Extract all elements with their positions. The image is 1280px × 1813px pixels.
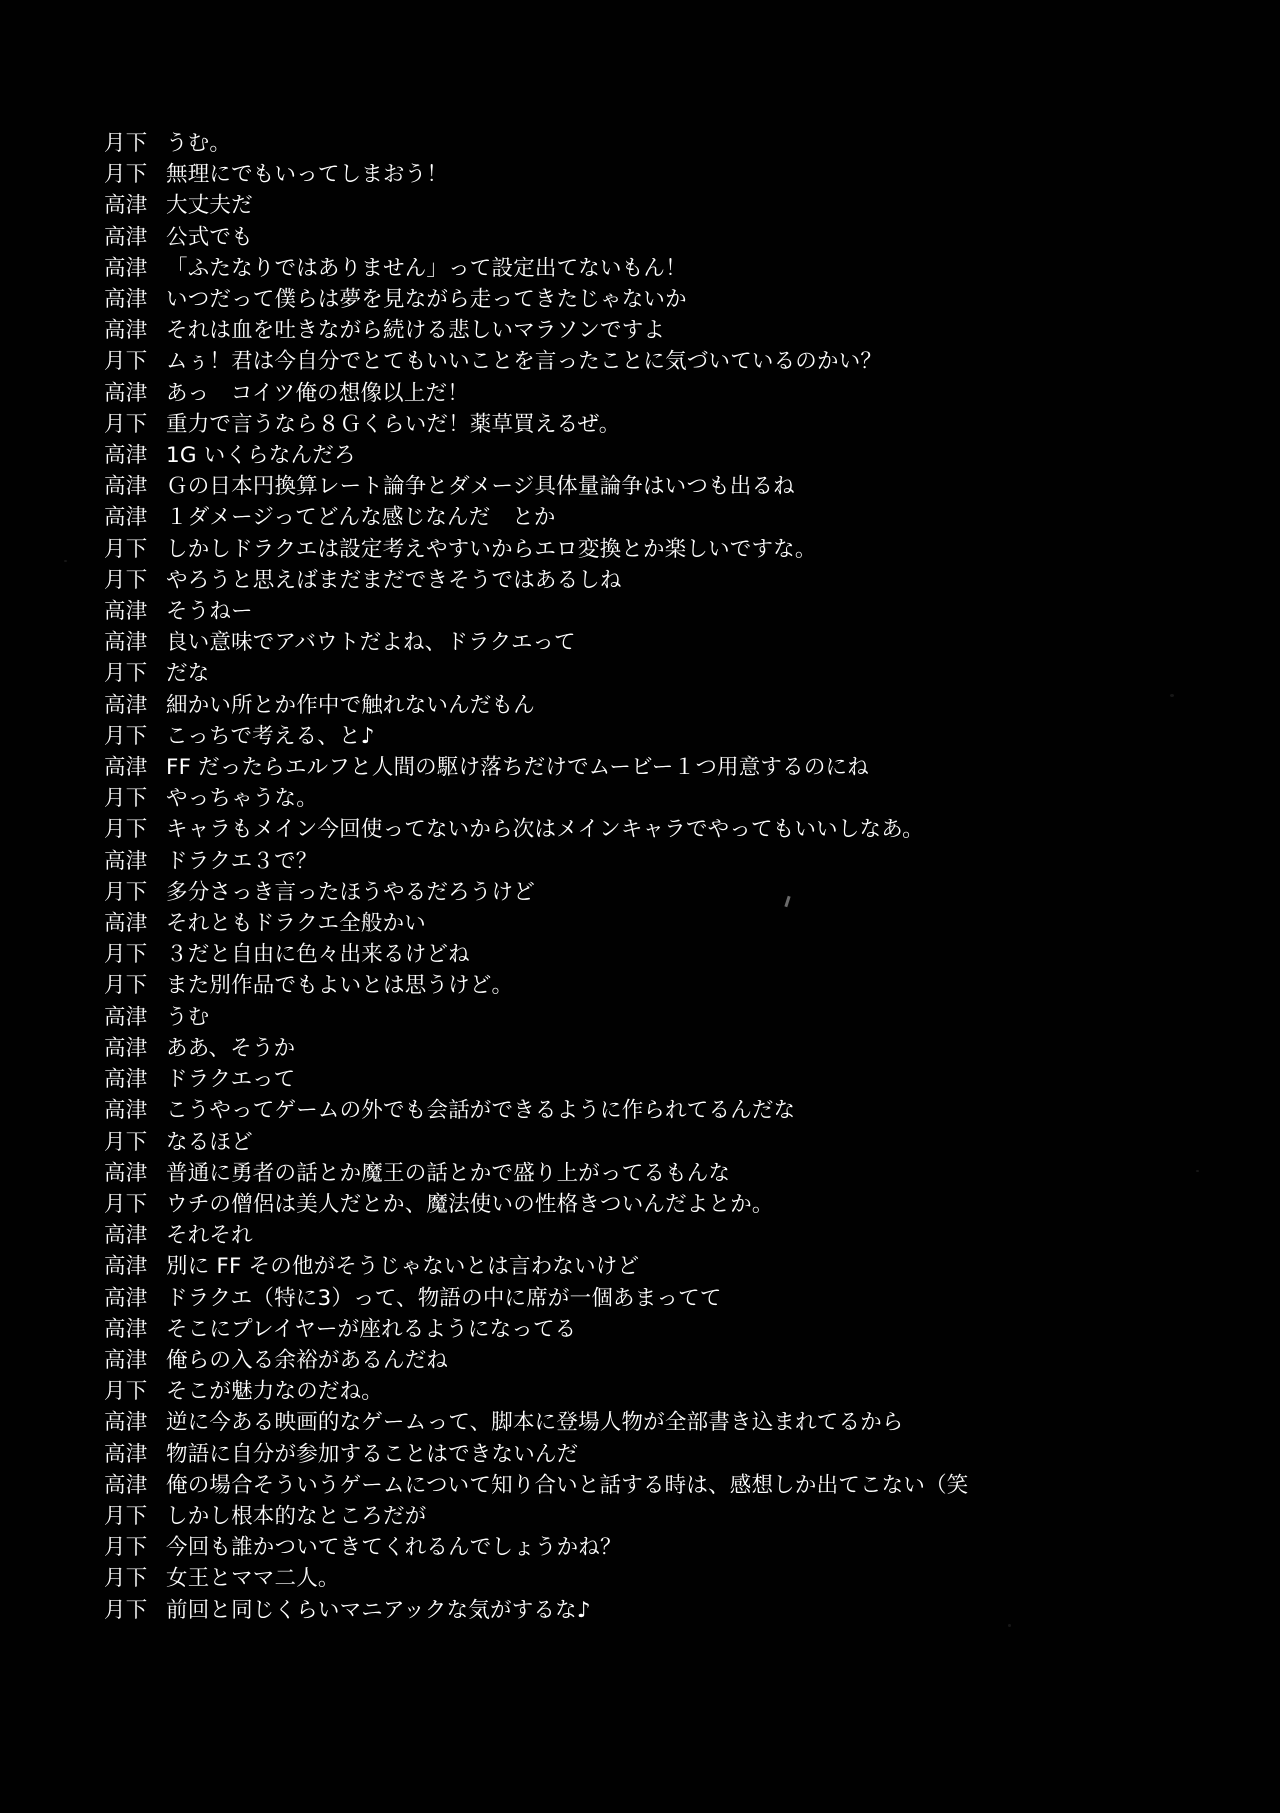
chat-speaker: 高津 [104, 599, 148, 625]
chat-line [104, 690, 1184, 721]
chat-message: ウチの僧侶は美人だとか、魔法使いの性格きついんだよとか。 [166, 1191, 774, 1217]
chat-line [104, 128, 1184, 159]
chat-line [104, 534, 1184, 565]
chat-line [104, 1376, 1184, 1407]
chat-line [104, 1563, 1184, 1594]
chat-speaker: 月下 [104, 1597, 148, 1623]
chat-message: やろうと思えばまだまだできそうではあるしね [166, 567, 622, 593]
chat-message: Ｇの日本円換算レート論争とダメージ具体量論争はいつも出るね [166, 474, 795, 500]
chat-message: 逆に今ある映画的なゲームって、脚本に登場人物が全部書き込まれてるから [166, 1410, 904, 1436]
chat-line [104, 222, 1184, 253]
chat-line [104, 1314, 1184, 1345]
chat-speaker: 月下 [104, 723, 148, 749]
chat-speaker: 高津 [104, 255, 148, 281]
chat-speaker: 高津 [104, 1472, 148, 1498]
chat-message: いつだって僕らは夢を見ながら走ってきたじゃないか [166, 287, 687, 313]
chat-line [104, 1095, 1184, 1126]
chat-message: そこにプレイヤーが座れるようになってる [166, 1316, 577, 1342]
chat-message: 普通に勇者の話とか魔王の話とかで盛り上がってるもんな [166, 1160, 731, 1186]
chat-speaker: 高津 [104, 1285, 148, 1311]
chat-line [104, 1033, 1184, 1064]
chat-message: うむ。 [166, 131, 232, 156]
chat-message: 前回と同じくらいマニアックな気がするな♪ [166, 1597, 591, 1623]
chat-speaker: 月下 [104, 942, 148, 968]
chat-message: なるほど [166, 1129, 253, 1155]
chat-speaker: 月下 [104, 162, 148, 188]
chat-line [104, 253, 1184, 284]
chat-speaker: 高津 [104, 1347, 148, 1373]
chat-speaker: 月下 [104, 411, 148, 437]
chat-line [104, 1251, 1184, 1282]
chat-speaker: 高津 [104, 443, 148, 469]
chat-line [104, 1189, 1184, 1220]
chat-speaker: 高津 [104, 1316, 148, 1342]
chat-message: 「ふたなりではありません」って設定出てないもん！ [166, 255, 687, 281]
chat-line [104, 783, 1184, 814]
chat-message: 細かい所とか作中で触れないんだもん [166, 692, 535, 718]
chat-speaker: 高津 [104, 1098, 148, 1124]
chat-message: キャラもメイン今回使ってないから次はメインキャラでやってもいいしなあ。 [166, 817, 924, 843]
chat-line [104, 1595, 1184, 1626]
chat-message: 物語に自分が参加することはできないんだ [166, 1441, 579, 1467]
chat-message: FF だったらエルフと人間の駆け落ちだけでムービー１つ用意するのにね [166, 755, 869, 781]
chat-line [104, 939, 1184, 970]
chat-speaker: 月下 [104, 131, 148, 156]
chat-message: 多分さっき言ったほうやるだろうけど [166, 879, 535, 905]
chat-line [104, 1501, 1184, 1532]
chat-message: それは血を吐きながら続ける悲しいマラソンですよ [166, 318, 666, 344]
chat-message: あっ コイツ俺の想像以上だ！ [166, 380, 469, 406]
chat-speaker: 高津 [104, 287, 148, 313]
chat-line [104, 596, 1184, 627]
chat-speaker: 月下 [104, 879, 148, 905]
chat-speaker: 高津 [104, 193, 148, 219]
chat-line [104, 471, 1184, 502]
chat-line [104, 409, 1184, 440]
scan-speck [1196, 1170, 1199, 1172]
chat-line [104, 1532, 1184, 1563]
chat-message: １ダメージってどんな感じなんだ とか [166, 505, 556, 531]
chat-speaker: 月下 [104, 1535, 148, 1561]
chat-line [104, 846, 1184, 877]
chat-speaker: 月下 [104, 661, 148, 687]
chat-speaker: 高津 [104, 848, 148, 874]
chat-speaker: 月下 [104, 349, 148, 375]
chat-line [104, 565, 1184, 596]
chat-line [104, 908, 1184, 939]
chat-message: 1G いくらなんだろ [166, 443, 356, 469]
chat-line [104, 378, 1184, 409]
chat-speaker: 高津 [104, 1223, 148, 1249]
chat-line [104, 1470, 1184, 1501]
chat-line [104, 1439, 1184, 1470]
chat-line [104, 1345, 1184, 1376]
chat-message: ドラクエ３で？ [166, 848, 318, 874]
chat-line [104, 1158, 1184, 1189]
chat-line [104, 1127, 1184, 1158]
chat-message: しかし根本的なところだが [166, 1503, 427, 1529]
chat-line [104, 315, 1184, 346]
chat-speaker: 高津 [104, 505, 148, 531]
scan-speck [64, 560, 67, 562]
chat-message: うむ [166, 1004, 210, 1030]
chat-line [104, 1002, 1184, 1033]
chat-message: 俺らの入る余裕があるんだね [166, 1347, 449, 1373]
chat-line [104, 1407, 1184, 1438]
chat-line [104, 284, 1184, 315]
chat-speaker: 高津 [104, 1441, 148, 1467]
chat-speaker: 高津 [104, 1067, 148, 1093]
chat-message: しかしドラクエは設定考えやすいからエロ変換とか楽しいですな。 [166, 536, 817, 562]
chat-line [104, 970, 1184, 1001]
chat-message: こっちで考える、と♪ [166, 723, 375, 749]
chat-message: ３だと自由に色々出来るけどね [166, 942, 470, 968]
chat-line [104, 814, 1184, 845]
chat-speaker: 月下 [104, 817, 148, 843]
chat-line [104, 159, 1184, 190]
chat-speaker: 高津 [104, 755, 148, 781]
chat-speaker: 高津 [104, 1004, 148, 1030]
chat-speaker: 高津 [104, 1035, 148, 1061]
chat-speaker: 高津 [104, 380, 148, 406]
chat-message: そこが魅力なのだね。 [166, 1379, 384, 1405]
chat-speaker: 月下 [104, 1129, 148, 1155]
chat-message: こうやってゲームの外でも会話ができるように作られてるんだな [166, 1098, 796, 1124]
chat-speaker: 高津 [104, 318, 148, 344]
chat-speaker: 高津 [104, 911, 148, 937]
chat-line [104, 658, 1184, 689]
chat-speaker: 月下 [104, 1379, 148, 1405]
chat-speaker: 高津 [104, 1410, 148, 1436]
chat-speaker: 高津 [104, 630, 148, 656]
chat-message: ドラクエ（特に3）って、物語の中に席が一個あまってて [166, 1285, 722, 1311]
chat-line [104, 877, 1184, 908]
chat-message: 俺の場合そういうゲームについて知り合いと話する時は、感想しか出てこない（笑 [166, 1472, 969, 1498]
chat-speaker: 高津 [104, 474, 148, 500]
chat-line [104, 190, 1184, 221]
chat-line [104, 1220, 1184, 1251]
chat-line [104, 440, 1184, 471]
chat-speaker: 高津 [104, 1254, 148, 1280]
chat-message: また別作品でもよいとは思うけど。 [166, 973, 514, 999]
chat-line [104, 721, 1184, 752]
chat-message: ドラクエって [166, 1067, 296, 1093]
chat-line [104, 346, 1184, 377]
chat-message: それともドラクエ全般かい [166, 911, 426, 937]
chat-speaker: 高津 [104, 1160, 148, 1186]
chat-line [104, 502, 1184, 533]
chat-speaker: 月下 [104, 1503, 148, 1529]
chat-message: ああ、そうか [166, 1035, 296, 1061]
chat-speaker: 月下 [104, 536, 148, 562]
chat-line [104, 627, 1184, 658]
chat-speaker: 月下 [104, 973, 148, 999]
chat-speaker: 高津 [104, 224, 148, 250]
chat-log [104, 128, 1184, 1626]
chat-speaker: 月下 [104, 1191, 148, 1217]
chat-message: 今回も誰かついてきてくれるんでしょうかね？ [166, 1535, 622, 1561]
chat-message: やっちゃうな。 [166, 786, 318, 812]
chat-line [104, 1283, 1184, 1314]
chat-speaker: 高津 [104, 692, 148, 718]
chat-message: そうねー [166, 599, 253, 625]
chat-message: 無理にでもいってしまおう！ [166, 162, 449, 188]
chat-speaker: 月下 [104, 1566, 148, 1592]
chat-message: 重力で言うなら８Ｇくらいだ！薬草買えるぜ。 [166, 411, 621, 437]
chat-line [104, 1064, 1184, 1095]
chat-message: だな [166, 661, 210, 687]
chat-message: ムぅ！君は今自分でとてもいいことを言ったことに気づいているのかい？ [166, 349, 883, 375]
chat-message: 公式でも [166, 224, 253, 250]
chat-message: それそれ [166, 1223, 253, 1249]
chat-message: 女王とママ二人。 [166, 1566, 340, 1592]
chat-message: 別に FF その他がそうじゃないとは言わないけど [166, 1254, 640, 1280]
chat-message: 良い意味でアバウトだよね、ドラクエって [166, 630, 576, 656]
chat-message: 大丈夫だ [166, 193, 253, 219]
chat-speaker: 月下 [104, 567, 148, 593]
chat-line [104, 752, 1184, 783]
chat-speaker: 月下 [104, 786, 148, 812]
